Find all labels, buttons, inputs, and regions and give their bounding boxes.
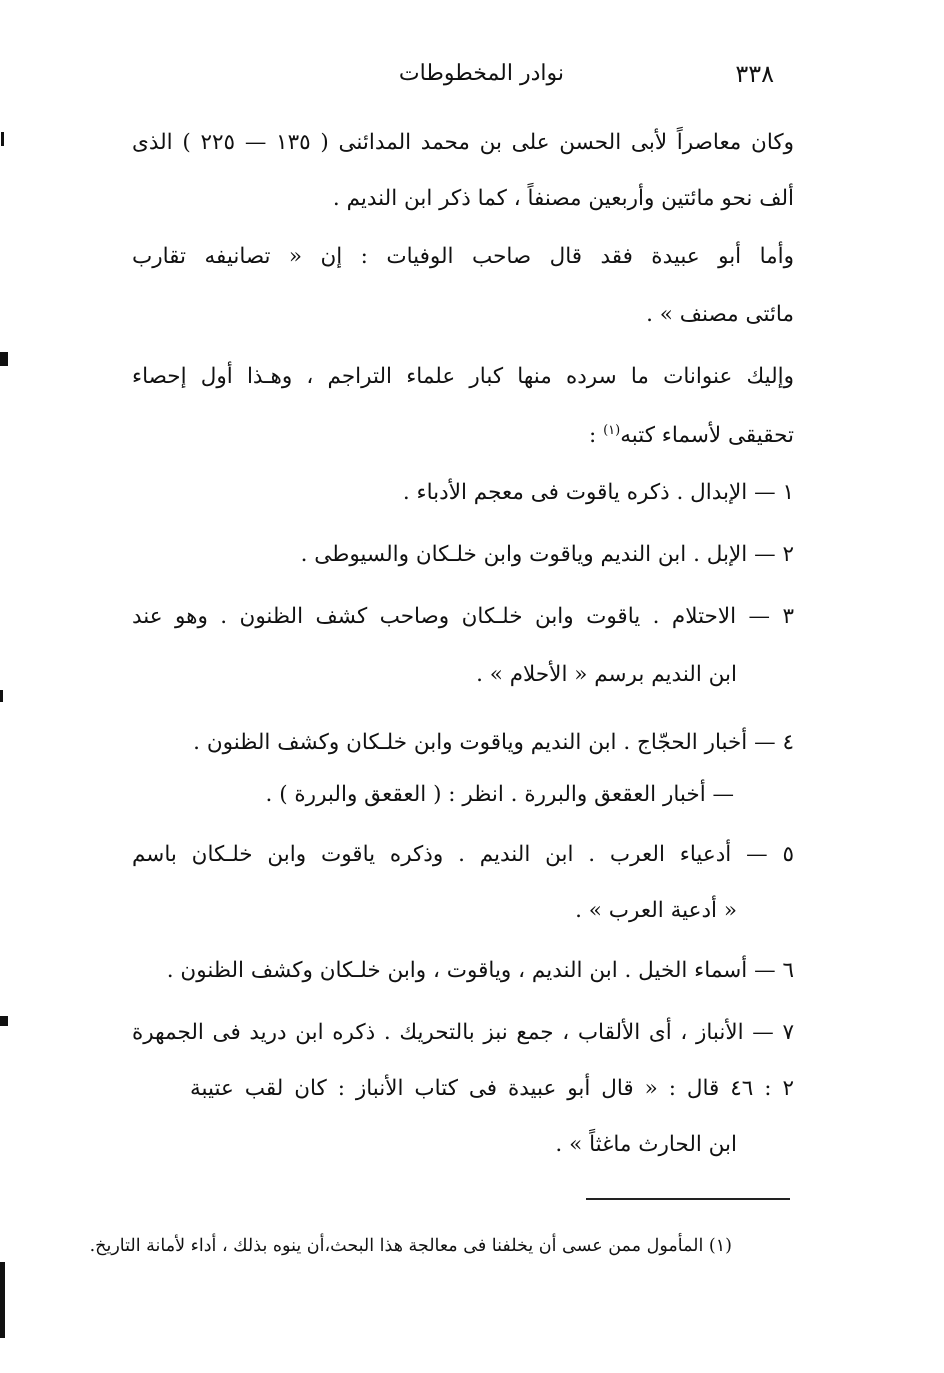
footnote: (١) المأمول ممن عسى أن يخلفنا فى معالجة هذا البحث،أن ينوه بذلك ، أداء لأمانة التاريخ.	[89, 1236, 732, 1256]
list-item	[132, 478, 794, 514]
list-item-line: ٦ — أسماء الخيل . ابن النديم ، وياقوت ، وابن خلـكان وكشف الظنون .	[166, 958, 794, 983]
list-item-line: ٢ — الإبل . ابن النديم وياقوت وابن خلـكان والسيوطى .	[300, 542, 794, 567]
list-item	[132, 840, 794, 932]
list-item-line: ٣ — الاحتلام . ياقوت وابن خلـكان وصاحب كشف الظنون . وهو عند	[132, 604, 794, 629]
list-item-line: ٥ — أدعياء العرب . ابن النديم . وذكره ياقوت وابن خلـكان باسم	[132, 842, 794, 867]
list-item-line: ٤ — أخبار الحجّاج . ابن النديم وياقوت وابن خلـكان وكشف الظنون .	[193, 730, 794, 755]
list-item-line: ابن الحارث ماغثاً » .	[555, 1132, 737, 1157]
paragraph-line-with-footnote	[589, 416, 794, 451]
list-item-line: ١ — الإبدال . ذكره ياقوت فى معجم الأدباء .	[402, 480, 794, 505]
paragraph-text: تحقيقى لأسماء كتبه	[620, 423, 794, 449]
footnote-reference: (١)	[603, 423, 621, 438]
paragraph-line: وكان معاصراً لأبى الحسن على بن محمد المدائنى ( ١٣٥ — ٢٢٥ ) الذى	[132, 130, 794, 155]
list-item	[132, 728, 794, 820]
scan-margin-mark	[0, 352, 8, 366]
paragraph-line: وأما أبو عبيدة فقد قال صاحب الوفيات : إن « تصانيفه تقارب	[132, 244, 794, 269]
scan-margin-mark	[0, 1016, 8, 1026]
list-item	[132, 540, 794, 576]
list-item-line: « أدعية العرب » .	[575, 898, 737, 923]
scan-margin-mark	[0, 1262, 5, 1338]
list-item-line: ٢ : ٤٦ قال : « قال أبو عبيدة فى كتاب الأنباز : كان لقب عتيبة	[190, 1076, 794, 1101]
list-item	[132, 602, 794, 694]
list-item-line: ابن النديم برسم « الأحلام » .	[476, 662, 737, 687]
list-item-line: ٧ — الأنباز ، أى الألقاب ، جمع نبز بالتحريك . ذكره ابن دريد فى الجمهرة	[132, 1020, 794, 1045]
page-number: ٣٣٨	[735, 60, 774, 88]
scan-margin-mark	[0, 690, 3, 702]
list-item	[132, 956, 794, 992]
paragraph-2	[132, 242, 794, 334]
paragraph-1	[132, 128, 794, 220]
paragraph-3	[132, 362, 794, 454]
footnote-separator	[586, 1198, 790, 1200]
paragraph-line: ألف نحو مائتين وأربعين مصنفاً ، كما ذكر ابن النديم .	[332, 186, 794, 211]
running-header-title: نوادر المخطوطات	[398, 61, 564, 86]
list-item-subline: — أخبار العقعق والبررة . انظر : ( العقعق والبررة ) .	[265, 782, 734, 807]
list-item	[132, 1018, 794, 1168]
scan-margin-mark	[1, 132, 4, 146]
paragraph-line: وإليك عنوانات ما سرده منها كبار علماء التراجم ، وهـذا أول إحصاء	[132, 364, 794, 389]
paragraph-line: مائتى مصنف » .	[646, 302, 794, 327]
paragraph-tail: :	[588, 423, 604, 449]
